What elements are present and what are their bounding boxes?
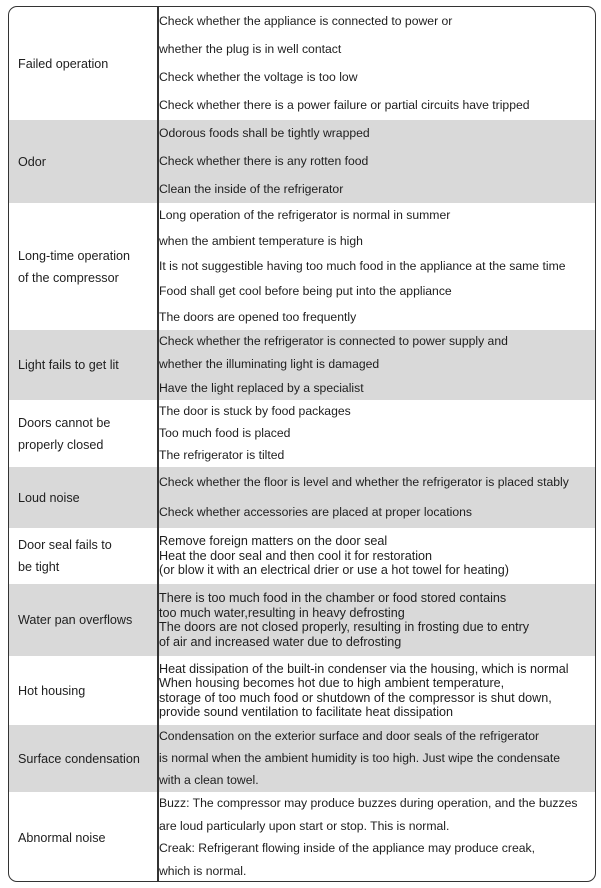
table-row [9,330,595,400]
problem-label-line: Surface condensation [18,751,140,766]
troubleshooting-table [8,6,596,882]
solution-line: Too much food is placed [159,425,291,440]
solution-line: The doors are opened too frequently [159,309,357,324]
solution-line: The door is stuck by food packages [159,403,351,418]
problem-label-line: be tight [18,560,60,574]
table-row [9,7,595,120]
problem-label [9,330,155,400]
solution-line: are loud particularly upon start or stop. This is normal. [159,818,450,833]
problem-label [9,792,155,882]
table-row [9,792,595,882]
solution-line: Food shall get cool before being put into the appliance [159,284,452,299]
table-row [9,467,595,528]
table-row [9,725,595,792]
solution-line: Condensation on the exterior surface and door seals of the refrigerator [159,728,540,743]
problem-label-line: Doors cannot be [18,415,111,430]
solution-line: There is too much food in the chamber or food stored contains [159,591,507,605]
solution-list [159,120,593,203]
solution-line: with a clean towel. [159,773,259,788]
solution-line: Remove foreign matters on the door seal [159,534,388,549]
problem-label-line: Loud noise [18,490,80,505]
problem-label [9,120,155,203]
solution-line: too much water,resulting in heavy defrosting [159,605,405,620]
solution-line: Creak: Refrigerant flowing inside of the appliance may produce creak, [159,841,535,856]
solution-line: Check whether the floor is level and whether the refrigerator is placed stably [159,474,569,489]
solution-line: Heat the door seal and then cool it for restoration [159,548,433,563]
solution-line: It is not suggestible having too much food in the appliance at the same time [159,258,566,273]
solution-list [159,400,593,467]
solution-line: The doors are not closed properly, resulting in frosting due to entry [159,620,530,634]
problem-label-line: Door seal fails to [18,538,112,552]
solution-list [159,792,593,882]
solution-line: Check whether there is any rotten food [159,153,369,168]
solution-list [159,203,593,330]
solution-line: whether the plug is in well contact [159,41,342,56]
solution-line: Buzz: The compressor may produce buzzes during operation, and the buzzes [159,795,578,810]
table-row [9,656,595,725]
table-row [9,584,595,656]
solution-line: The refrigerator is tilted [159,448,285,463]
solution-line: Clean the inside of the refrigerator [159,181,344,196]
problem-label-line: Failed operation [18,56,109,71]
solution-line: which is normal. [159,864,247,879]
solution-list [159,528,593,584]
problem-label [9,7,155,120]
solution-list [159,7,593,120]
problem-label-line: Abnormal noise [18,830,106,845]
solution-line: whether the illuminating light is damaged [159,357,380,372]
solution-line: is normal when the ambient humidity is too high. Just wipe the condensate [159,750,561,765]
problem-label [9,656,155,725]
solution-line: Long operation of the refrigerator is normal in summer [159,208,451,223]
solution-line: of air and increased water due to defrosting [159,634,402,649]
solution-line: Check whether the appliance is connected to power or [159,13,453,28]
problem-label-line: Long-time operation [18,248,131,263]
solution-line: Have the light replaced by a specialist [159,380,364,395]
solution-line: (or blow it with an electrical drier or use a hot towel for heating) [159,563,509,578]
problem-label [9,584,155,656]
column-divider [157,7,159,881]
solution-list [159,467,593,528]
solution-list [159,584,593,656]
problem-label-line: Water pan overflows [18,613,133,627]
problem-label-line: Odor [18,154,46,169]
problem-label [9,725,155,792]
problem-label [9,400,155,467]
solution-line: Heat dissipation of the built-in condenser via the housing, which is normal [159,661,569,676]
problem-label-line: Light fails to get lit [18,358,119,372]
solution-list [159,330,593,400]
table-row [9,400,595,467]
table-row [9,120,595,203]
solution-line: storage of too much food or shutdown of the compressor is shut down, [159,690,552,705]
problem-label-line: of the compressor [18,270,119,285]
solution-line: Check whether accessories are placed at proper locations [159,505,472,520]
problem-label [9,203,155,330]
solution-line: Check whether there is a power failure or partial circuits have tripped [159,98,530,113]
table-row [9,528,595,584]
problem-label [9,467,155,528]
solution-line: Check whether the voltage is too low [159,70,358,85]
solution-line: when the ambient temperature is high [159,233,363,248]
solution-list [159,725,593,792]
solution-line: Odorous foods shall be tightly wrapped [159,126,370,141]
table-row [9,203,595,330]
problem-label [9,528,155,584]
solution-line: When housing becomes hot due to high ambient temperature, [159,676,505,690]
problem-label-line: Hot housing [18,683,86,698]
solution-line: provide sound ventilation to facilitate heat dissipation [159,705,454,719]
solution-line: Check whether the refrigerator is connected to power supply and [159,334,508,349]
solution-list [159,656,593,725]
problem-label-line: properly closed [18,437,104,452]
